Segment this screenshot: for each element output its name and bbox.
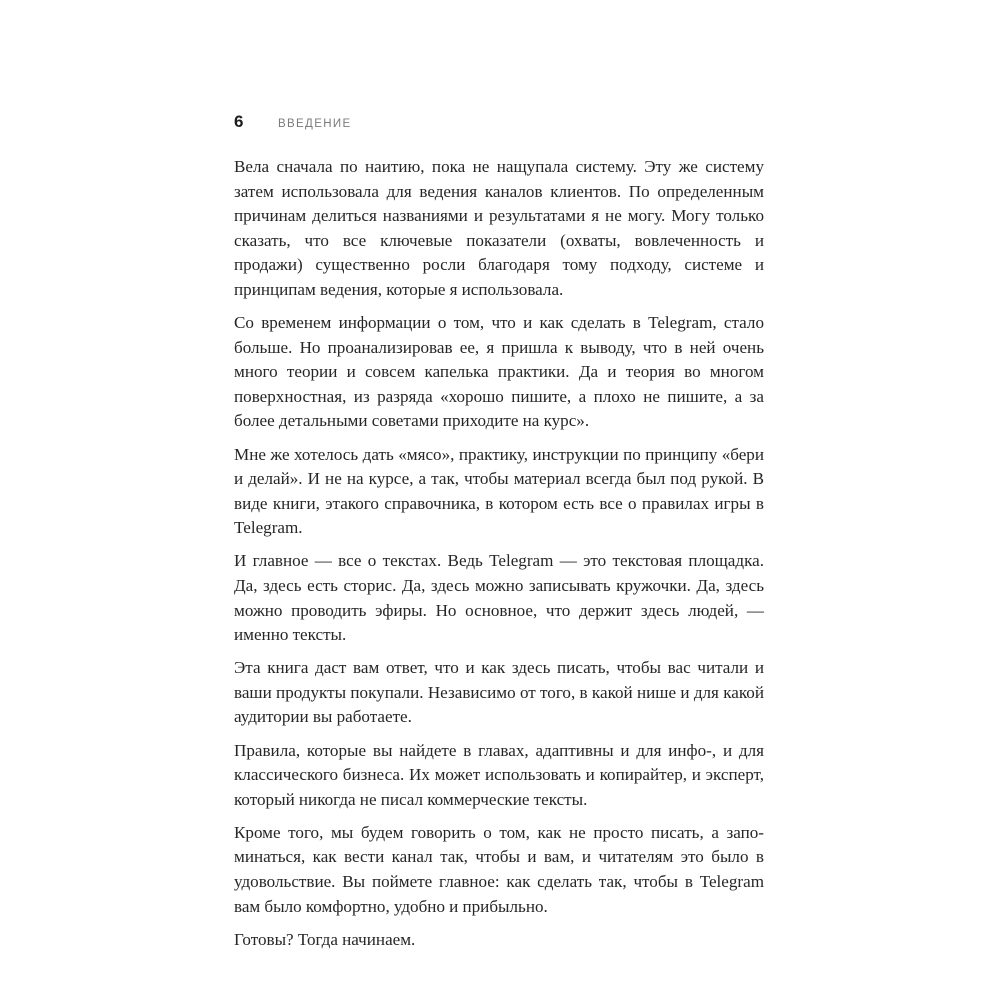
paragraph: Со временем информации о том, что и как сделать в Telegram, стало больше. Но проанализировав ее, я пришла к выводу, что в ней очень много теории и совсем капелька практики. Да и теория во многом поверхностная, из разряда «хорошо пишите, а плохо не пишите, а за более детальными советами приходите на курс». (234, 313, 764, 431)
paragraph: Эта книга даст вам ответ, что и как здесь писать, чтобы вас читали и ваши продукты покупали. Независимо от того, в какой нише и для какой аудитории вы работаете. (234, 658, 764, 727)
body-text-column (234, 155, 764, 952)
page-number: 6 (234, 112, 244, 131)
paragraph: Мне же хотелось дать «мясо», практику, инструкции по принципу «бери и делай». И не на курсе, а так, чтобы материал всегда был под рукой. В виде книги, этакого справочника, в котором есть все о правилах игры в Telegram. (234, 444, 764, 538)
paragraph: И главное — все о текстах. Ведь Telegram — это текстовая площадка. Да, здесь есть сторис. Да, здесь можно записывать кружочки. Да, здесь можно проводить эфиры. Но основное, что держит здесь людей, — именно тексты. (234, 551, 764, 645)
running-head-title: ВВЕДЕНИЕ (278, 118, 352, 130)
paragraph: Готовы? Тогда начинаем. (234, 929, 416, 949)
paragraph: Вела сначала по наитию, пока не нащупала систему. Эту же систему затем использовала для ведения каналов клиентов. По определенным причинам делиться названиями и результатами я не могу. Могу только сказать, что все ключевые показатели (охваты, вовлеченность и продажи) существенно росли благодаря тому подходу, системе и принципам ведения, которые я использовала. (234, 157, 764, 299)
paragraph: Кроме того, мы будем говорить о том, как не просто писать, а запоминаться, как вести канал так, чтобы и вам, и читателям это было в удовольствие. Вы поймете главное: как сделать так, чтобы в Telegram вам было комфортно, удобно и прибыльно. (234, 822, 764, 916)
paragraph: Правила, которые вы найдете в главах, адаптивны и для инфо-, и для классического бизнеса. Их может использовать и копирайтер, и эксперт, который никогда не писал коммерческие тексты. (234, 740, 764, 809)
running-head (234, 112, 764, 136)
